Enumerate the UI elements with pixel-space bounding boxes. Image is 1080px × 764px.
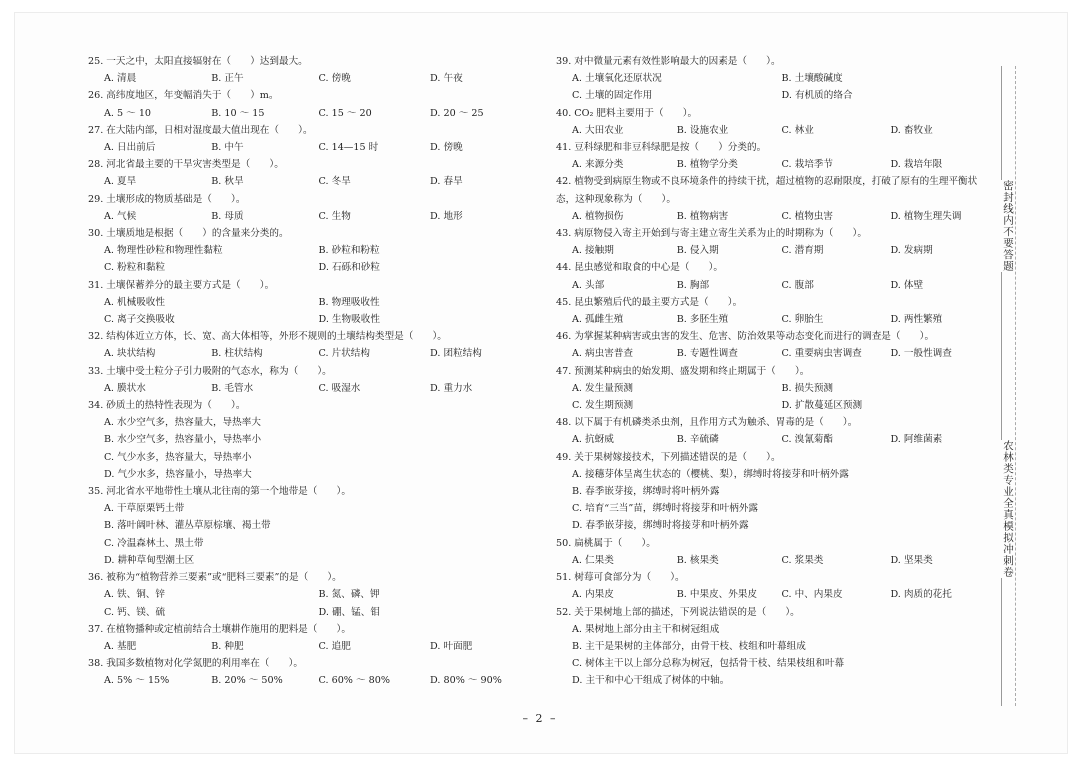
option-list: [88, 638, 533, 655]
option-list: [556, 208, 991, 225]
question-stem: 25. 一天之中，太阳直接辐射在（ ）达到最大。: [88, 56, 308, 67]
answer-option: A. 土壤氧化还原状况: [572, 73, 662, 85]
answer-option: D. 硼、锰、钼: [318, 606, 380, 618]
answer-option: C. 吸湿水: [318, 382, 361, 394]
option-list: [556, 552, 991, 569]
answer-option: D. 肉质的花托: [890, 589, 952, 601]
question: [556, 604, 991, 690]
question: [88, 483, 533, 569]
option-list: [88, 500, 533, 569]
question: [88, 621, 533, 655]
question: [88, 277, 533, 329]
question: [556, 535, 991, 569]
answer-option: B. 植物病害: [676, 210, 729, 222]
answer-option: A. 5 ～ 10: [104, 107, 152, 119]
option-list: [88, 242, 533, 276]
seal-line-dashed: [1015, 66, 1016, 706]
option-list: [556, 277, 991, 294]
answer-option: A. 仁果类: [572, 554, 614, 566]
answer-option: D. 发病期: [890, 245, 933, 257]
question-stem: 32. 结构体近立方体，长、宽、高大体相等，外形不规则的土壤结构类型是（ ）。: [88, 331, 447, 343]
answer-option: C. 腹部: [781, 279, 814, 291]
question-stem: 35. 河北省水平地带性土壤从北往南的第一个地带是（ ）。: [88, 486, 351, 498]
answer-option: B. 设施农业: [676, 124, 729, 136]
answer-option: D. 地形: [430, 210, 463, 222]
question: [556, 294, 991, 328]
answer-option: A. 大田农业: [572, 124, 624, 136]
answer-option: C. 冷温森林土、黑土带: [104, 537, 204, 549]
question-stem: 29. 土壤形成的物质基础是（ ）。: [88, 193, 246, 205]
answer-option: B. 土壤酸碱度: [781, 73, 843, 85]
answer-option: D. 主干和中心干组成了树体的中轴。: [572, 675, 730, 687]
question-stem: 51. 树莓可食部分为（ ）。: [556, 572, 685, 584]
answer-option: D. 阿维菌素: [890, 434, 943, 446]
answer-option: C. 树体主干以上部分总称为树冠，包括骨干枝、结果枝组和叶幕: [572, 658, 845, 670]
question-stem: 48. 以下属于有机磷类杀虫剂，且作用方式为触杀、胃毒的是（ ）。: [556, 417, 858, 429]
answer-option: D. 团粒结构: [430, 348, 482, 360]
answer-option: A. 膜状水: [104, 382, 146, 394]
answer-option: B. 损失预测: [781, 382, 834, 394]
option-list: [88, 105, 533, 122]
answer-option: D. 两性繁殖: [890, 314, 943, 326]
answer-option: A. 孤雌生殖: [572, 314, 624, 326]
answer-option: D. 生物吸收性: [318, 314, 380, 326]
answer-option: C. 中、内果皮: [781, 589, 843, 601]
answer-option: B. 种肥: [211, 640, 244, 652]
question-stem: 27. 在大陆内部，日相对湿度最大值出现在（ ）。: [88, 124, 313, 136]
answer-option: B. 多胚生殖: [676, 314, 729, 326]
answer-option: D. 重力水: [430, 382, 473, 394]
answer-option: D. 石砾和砂粒: [318, 262, 380, 274]
option-list: [88, 294, 533, 328]
answer-option: D. 春旱: [430, 176, 463, 188]
answer-option: B. 中果皮、外果皮: [676, 589, 758, 601]
answer-option: C. 片状结构: [318, 348, 370, 360]
answer-option: C. 冬旱: [318, 176, 351, 188]
option-list: [88, 208, 533, 225]
question: [88, 53, 533, 87]
option-list: [556, 242, 991, 259]
right-column: [556, 53, 991, 690]
answer-option: C. 卵胎生: [781, 314, 824, 326]
answer-option: B. 核果类: [676, 554, 719, 566]
question: [556, 105, 991, 139]
answer-option: A. 水少空气多，热容量大，导热率大: [104, 417, 261, 429]
question-stem: 46. 为掌握某种病害或虫害的发生、危害、防治效果等动态变化而进行的调查是（ ）。: [556, 331, 935, 343]
answer-option: A. 5% ～ 15%: [104, 675, 170, 687]
option-list: [88, 380, 533, 397]
question-stem: 37. 在植物播种或定植前结合土壤耕作施用的肥料是（ ）。: [88, 623, 351, 635]
question: [88, 122, 533, 156]
option-list: [88, 173, 533, 190]
answer-option: D. 栽培年限: [890, 159, 943, 171]
question: [556, 225, 991, 259]
answer-option: B. 植物学分类: [676, 159, 738, 171]
answer-option: B. 10 ～ 15: [211, 107, 265, 119]
answer-option: A. 物理性砂粒和物理性黏粒: [104, 245, 223, 257]
question-stem: 50. 扁桃属于（ ）。: [556, 537, 656, 549]
answer-option: C. 60% ～ 80%: [318, 675, 390, 687]
option-list: [556, 586, 991, 603]
answer-option: B. 落叶阔叶林、灌丛草原棕壤、褐土带: [104, 520, 271, 532]
seal-notice: 密封线内不要答题: [1002, 180, 1014, 272]
answer-option: D. 一般性调查: [890, 348, 952, 360]
question: [556, 139, 991, 173]
option-list: [556, 156, 991, 173]
question: [88, 156, 533, 190]
question-stem: 38. 我国多数植物对化学氮肥的利用率在（ ）。: [88, 658, 303, 670]
answer-option: C. 发生期预测: [572, 400, 634, 412]
answer-option: A. 植物损伤: [572, 210, 624, 222]
option-list: [556, 311, 991, 328]
answer-option: A. 接穗芽体呈离生状态的（樱桃、梨），绑缚时将接芽和叶柄外露: [572, 468, 849, 480]
answer-option: C. 15 ～ 20: [318, 107, 372, 119]
option-list: [88, 586, 533, 620]
answer-option: B. 氮、磷、钾: [318, 589, 380, 601]
answer-option: B. 胸部: [676, 279, 710, 291]
answer-option: D. 畜牧业: [890, 124, 933, 136]
option-list: [556, 380, 991, 414]
question: [556, 328, 991, 362]
answer-option: C. 傍晚: [318, 73, 351, 85]
answer-option: C. 追肥: [318, 640, 351, 652]
seal-line: [1001, 66, 1002, 706]
answer-option: D. 午夜: [430, 73, 463, 85]
question: [88, 225, 533, 277]
option-list: [556, 70, 991, 104]
answer-option: D. 叶面肥: [430, 640, 473, 652]
answer-option: D. 体壁: [890, 279, 924, 291]
question-stem: 34. 砂质土的热特性表现为（ ）。: [88, 400, 246, 412]
answer-option: C. 植物虫害: [781, 210, 833, 222]
question-stem: 45. 昆虫繁殖后代的最主要方式是（ ）。: [556, 296, 743, 308]
question: [556, 414, 991, 448]
answer-option: C. 生物: [318, 210, 351, 222]
question-stem: 47. 预测某种病虫的始发期、盛发期和终止期属于（ ）。: [556, 365, 810, 377]
answer-option: A. 清晨: [104, 73, 137, 85]
answer-option: B. 秋旱: [211, 176, 244, 188]
answer-option: B. 母质: [211, 210, 244, 222]
answer-option: B. 砂粒和粉粒: [318, 245, 380, 257]
answer-option: A. 基肥: [104, 640, 137, 652]
answer-option: C. 14—15 时: [318, 142, 379, 154]
answer-option: B. 专题性调查: [676, 348, 738, 360]
answer-option: B. 春季嵌芽接，绑缚时将叶柄外露: [572, 486, 720, 498]
answer-option: C. 粉粒和黏粒: [104, 262, 166, 274]
question-stem: 44. 昆虫感觉和取食的中心是（ ）。: [556, 262, 724, 274]
answer-option: A. 块状结构: [104, 348, 156, 360]
question: [556, 259, 991, 293]
answer-option: A. 内果皮: [572, 589, 614, 601]
answer-option: D. 耕种草甸型潮土区: [104, 554, 195, 566]
option-list: [556, 431, 991, 448]
answer-option: B. 柱状结构: [211, 348, 263, 360]
answer-option: B. 20% ～ 50%: [211, 675, 283, 687]
answer-option: A. 抗蚜威: [572, 434, 614, 446]
question: [88, 191, 533, 225]
question-stem: 30. 土壤质地是根据（ ）的含量来分类的。: [88, 228, 289, 240]
answer-option: A. 夏旱: [104, 176, 137, 188]
option-list: [88, 70, 533, 87]
answer-option: A. 接触期: [572, 245, 614, 257]
answer-option: D. 20 ～ 25: [430, 107, 484, 119]
answer-option: D. 春季嵌芽接，绑缚时将接芽和叶柄外露: [572, 520, 749, 532]
answer-option: A. 来源分类: [572, 159, 624, 171]
question: [556, 363, 991, 415]
question: [556, 53, 991, 105]
answer-option: B. 辛硫磷: [676, 434, 719, 446]
answer-option: B. 侵入期: [676, 245, 719, 257]
answer-option: A. 铁、铜、锌: [104, 589, 165, 601]
question-stem: 49. 关于果树嫁接技术，下列描述错误的是（ ）。: [556, 451, 781, 463]
answer-option: A. 气候: [104, 210, 137, 222]
question-stem: 39. 对中微量元素有效性影响最大的因素是（ ）。: [556, 56, 781, 67]
question: [88, 87, 533, 121]
answer-option: C. 溴氰菊酯: [781, 434, 833, 446]
question: [556, 173, 991, 225]
question-stem: 42. 植物受到病原生物或不良环境条件的持续干扰，超过植物的忍耐限度，打破了原有的生理平衡状态，这种现象称为（ ）。: [556, 176, 978, 205]
option-list: [556, 621, 991, 690]
answer-option: C. 栽培季节: [781, 159, 833, 171]
answer-option: C. 土壤的固定作用: [572, 90, 653, 102]
answer-option: C. 重要病虫害调查: [781, 348, 862, 360]
question-stem: 33. 土壤中受土粒分子引力吸附的气态水，称为（ ）。: [88, 365, 332, 377]
question: [88, 569, 533, 621]
answer-option: C. 离子交换吸收: [104, 314, 175, 326]
question: [88, 397, 533, 483]
option-list: [88, 414, 533, 483]
question-stem: 40. CO₂ 肥料主要用于（ ）。: [556, 107, 698, 119]
answer-option: A. 干草原栗钙土带: [104, 503, 185, 515]
question: [556, 569, 991, 603]
answer-option: A. 发生量预测: [572, 382, 633, 394]
question-stem: 43. 病原物侵入寄主开始到与寄主建立寄生关系为止的时期称为（ ）。: [556, 228, 867, 240]
answer-option: A. 病虫害普查: [572, 348, 633, 360]
question-stem: 28. 河北省最主要的干旱灾害类型是（ ）。: [88, 159, 284, 171]
answer-option: B. 毛管水: [211, 382, 254, 394]
question-stem: 41. 豆科绿肥和非豆科绿肥是按（ ）分类的。: [556, 142, 767, 154]
answer-option: A. 日出前后: [104, 142, 156, 154]
answer-option: A. 机械吸收性: [104, 296, 165, 308]
question: [88, 655, 533, 689]
answer-option: C. 气少水多，热容量大，导热率小: [104, 451, 252, 463]
question-stem: 52. 关于果树地上部的描述，下列说法错误的是（ ）。: [556, 606, 800, 618]
question: [88, 363, 533, 397]
answer-option: C. 钙、镁、硫: [104, 606, 166, 618]
answer-option: C. 浆果类: [781, 554, 824, 566]
option-list: [556, 345, 991, 362]
answer-option: D. 坚果类: [890, 554, 933, 566]
answer-option: D. 扩散蔓延区预测: [781, 400, 863, 412]
answer-option: B. 正午: [211, 73, 244, 85]
answer-option: C. 潜育期: [781, 245, 824, 257]
option-list: [88, 345, 533, 362]
option-list: [88, 672, 533, 689]
left-column: [88, 53, 533, 690]
exam-title: 农林类专业全真模拟冲刺卷: [1002, 440, 1014, 578]
question: [556, 449, 991, 535]
answer-option: A. 头部: [572, 279, 605, 291]
answer-option: C. 林业: [781, 124, 814, 136]
answer-option: D. 傍晚: [430, 142, 463, 154]
question: [88, 328, 533, 362]
question-stem: 36. 被称为“植物营养三要素”或“肥料三要素”的是（ ）。: [88, 572, 342, 584]
option-list: [556, 122, 991, 139]
answer-option: B. 主干是果树的主体部分，由骨干枝、枝组和叶幕组成: [572, 640, 806, 652]
answer-option: D. 气少水多，热容量小，导热率大: [104, 468, 252, 480]
answer-option: D. 有机质的络合: [781, 90, 853, 102]
answer-option: D. 植物生理失调: [890, 210, 962, 222]
answer-option: B. 中午: [211, 142, 244, 154]
question-stem: 26. 高纬度地区，年变幅消失于（ ）m。: [88, 90, 279, 102]
page-number: – 2 –: [522, 712, 558, 725]
question-stem: 31. 土壤保蓄养分的最主要方式是（ ）。: [88, 279, 275, 291]
answer-option: A. 果树地上部分由主干和树冠组成: [572, 623, 720, 635]
answer-option: C. 培育“三当”苗，绑缚时将接芽和叶柄外露: [572, 503, 758, 515]
answer-option: B. 物理吸收性: [318, 296, 380, 308]
option-list: [88, 139, 533, 156]
option-list: [556, 466, 991, 535]
answer-option: B. 水少空气多，热容量小，导热率小: [104, 434, 262, 446]
answer-option: D. 80% ～ 90%: [430, 675, 502, 687]
